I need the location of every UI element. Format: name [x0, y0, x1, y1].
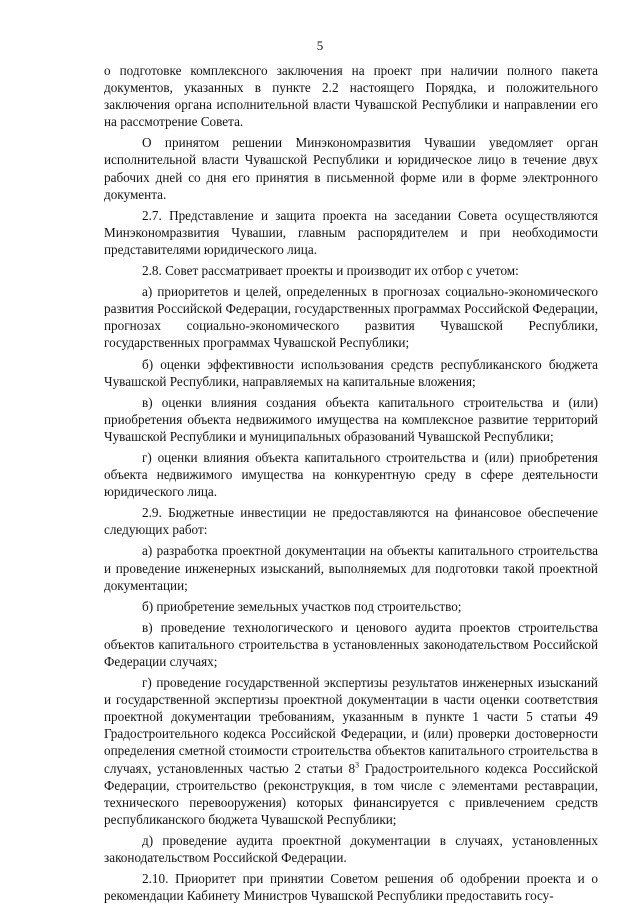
list-item-2-9-d: д) проведение аудита проектной документации в случаях, установленных законодательством Российской Федерации.: [104, 832, 598, 866]
list-item-2-8-g: г) оценки влияния объекта капитального строительства и (или) приобретения объекта недвижимого имущества на конкурентную среду в сфере деятельности юридического лица.: [104, 449, 598, 500]
article-superscript: 3: [355, 760, 360, 770]
document-body: [104, 62, 598, 908]
page-number: 5: [316, 38, 324, 53]
list-item-2-8-v: в) оценки влияния создания объекта капитального строительства и (или) приобретения объекта недвижимого имущества на комплексное развитие территорий Чувашской Республики и муниципальных образований Чувашской Республики;: [104, 394, 598, 444]
paragraph-2-7: 2.7. Представление и защита проекта на заседании Совета осуществляются Минэкономразвития Чувашии, главным распорядителем и при необходимости представителями юридического лица.: [104, 207, 598, 257]
list-item-2-9-a: а) разработка проектной документации на объекты капитального строительства и проведение инженерных изысканий, выполняемых для подготовки такой проектной документации;: [104, 543, 598, 593]
list-item-2-8-a: а) приоритетов и целей, определенных в прогнозах социально-экономического развития Российской Федерации, государственных программах Российской Федерации, прогнозах социально-экономического развития Чувашской Республики, государственных программах Чувашской Республики;: [104, 284, 598, 351]
paragraph-notification: О принятом решении Минэкономразвития Чувашии уведомляет орган исполнительной власти Чувашской Республики и юридическое лицо в течение двух рабочих дней со дня его принятия в письменной форме или в форме электронного документа.: [104, 135, 598, 202]
paragraph-2-8: 2.8. Совет рассматривает проекты и производит их отбор с учетом:: [142, 263, 519, 279]
list-item-2-9-g: [104, 674, 598, 828]
paragraph-continuation: о подготовке комплексного заключения на проект при наличии полного пакета документов, указанных в пункте 2.2 настоящего Порядка, и положительного заключения органа исполнительной власти Чувашской Республики и направлении его на рассмотрение Совета.: [104, 63, 598, 130]
paragraph-2-9: 2.9. Бюджетные инвестиции не предоставляются на финансовое обеспечение следующих работ:: [104, 505, 598, 538]
list-item-2-9-v: в) проведение технологического и ценового аудита проектов строительства объектов капитального строительства в установленных законодательством Российской Федерации случаях;: [104, 619, 598, 669]
list-item-2-9-g-text-after: Градостроительного кодекса Российской Федерации, строительство (реконструкция, в том числе с элементами реставрации, технического перевооружения) которых финансируется с привлечением средств республиканского бюджета Чувашской Республики;: [104, 760, 598, 827]
paragraph-2-10: 2.10. Приоритет при принятии Советом решения об одобрении проекта и о рекомендации Кабинету Министров Чувашской Республики предоставить госу-: [104, 871, 598, 904]
list-item-2-8-b: б) оценки эффективности использования средств республиканского бюджета Чувашской Республики, направляемых на капитальные вложения;: [104, 356, 598, 389]
list-item-2-9-b: б) приобретение земельных участков под строительство;: [142, 598, 462, 614]
list-item-2-9-g-text: г) проведение государственной экспертизы результатов инженерных изысканий и государственной экспертизы проектной документации в части оценки соответствия проектной документации требованиям, указанным в пункте 1 части 5 статьи 49 Градостроительного кодекса Российской Федерации, и (или) проверки достоверности определения сметной стоимости строительства объектов капитального строительства в случаях, установленных частью 2 статьи 8: [104, 675, 598, 776]
